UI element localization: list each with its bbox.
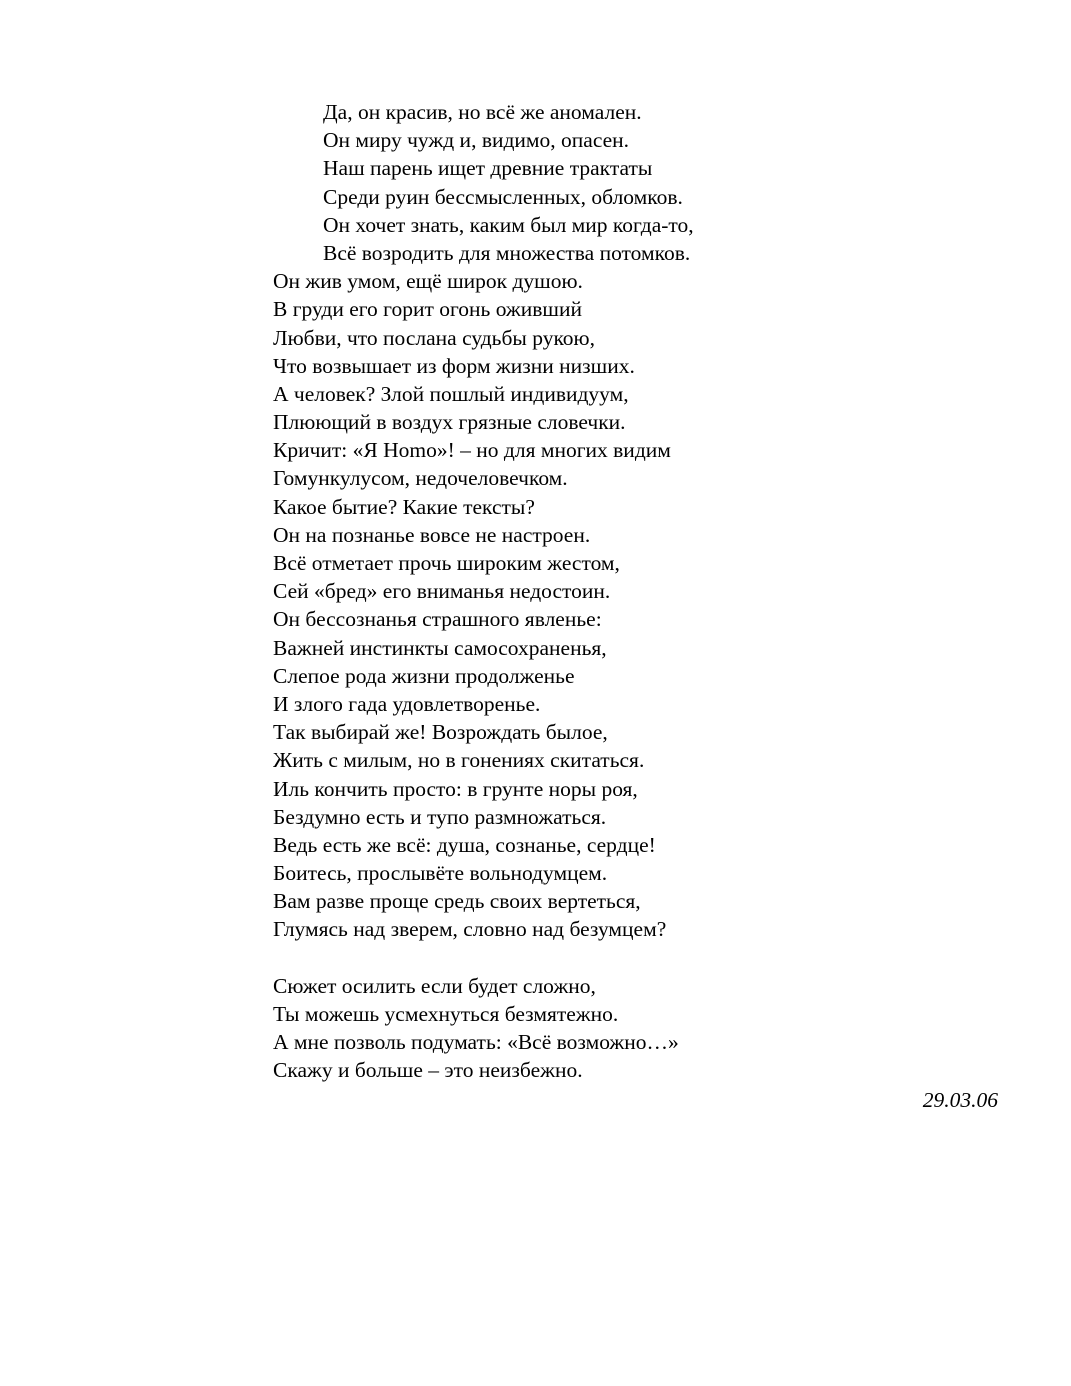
poem-line: Что возвышает из форм жизни низших.	[273, 353, 635, 378]
poem-line: Боитесь, прослывёте вольнодумцем.	[273, 861, 608, 886]
poem-line: Он миру чужд и, видимо, опасен.	[323, 128, 630, 153]
poem-line: Скажу и больше – это неизбежно.	[273, 1058, 583, 1083]
poem-line: Вам разве проще средь своих вертеться,	[273, 889, 641, 914]
poem-line: Он на познанье вовсе не настроен.	[273, 522, 591, 547]
poem-line: Сюжет осилить если будет сложно,	[273, 973, 596, 998]
poem-line: Кричит: «Я Homo»! – но для многих видим	[273, 438, 671, 463]
poem-line: Среди руин бессмысленных, обломков.	[323, 184, 683, 209]
poem-line: Ведь есть же всё: душа, сознанье, сердце!	[273, 832, 656, 857]
poem-line: Всё возродить для множества потомков.	[323, 240, 691, 265]
poem-line: Всё отметает прочь широким жестом,	[273, 551, 620, 575]
poem-line: Какое бытие? Какие тексты?	[273, 494, 535, 519]
poem-line: Глумясь над зверем, словно над безумцем?	[273, 917, 667, 942]
poem-line: Гомункулусом, недочеловечком.	[273, 466, 568, 491]
poem-line: Иль кончить просто: в грунте норы роя,	[273, 776, 638, 801]
poem-line: Ты можешь усмехнуться безмятежно.	[273, 1002, 619, 1026]
poem-line: Слепое рода жизни продолженье	[273, 663, 575, 688]
poem-line: Так выбирай же! Возрождать былое,	[273, 720, 608, 745]
poem-line: В груди его горит огонь оживший	[273, 297, 582, 322]
poem-line: Он жив умом, ещё широк душою.	[273, 269, 583, 294]
poem-line: Важней инстинкты самосохраненья,	[273, 635, 607, 660]
poem-line: А мне позволь подумать: «Всё возможно…»	[273, 1030, 679, 1055]
poem-date: 29.03.06	[922, 1088, 998, 1112]
indented-stanza	[273, 98, 1013, 267]
poem-line: Бездумно есть и тупо размножаться.	[273, 804, 607, 829]
poem-line: И злого гада удовлетворенье.	[273, 691, 541, 716]
main-stanza	[273, 267, 1013, 944]
poem-line: А человек? Злой пошлый индивидуум,	[273, 381, 629, 406]
poem-line: Любви, что послана судьбы рукою,	[273, 325, 595, 350]
poem-line: Он хочет знать, каким был мир когда-то,	[323, 212, 694, 237]
poem-line: Он бессознанья страшного явленье:	[273, 607, 602, 632]
poem-line: Жить с милым, но в гонениях скитаться.	[273, 748, 645, 773]
poem-text	[273, 98, 1013, 1085]
final-stanza	[273, 972, 1013, 1085]
poem-line: Да, он красив, но всё же аномален.	[323, 100, 642, 124]
poem-line: Сей «бред» его вниманья недостоин.	[273, 579, 611, 604]
poem-line: Плюющий в воздух грязные словечки.	[273, 410, 626, 435]
poem-line: Наш парень ищет древние трактаты	[323, 156, 653, 181]
stanza-gap	[273, 944, 1013, 972]
